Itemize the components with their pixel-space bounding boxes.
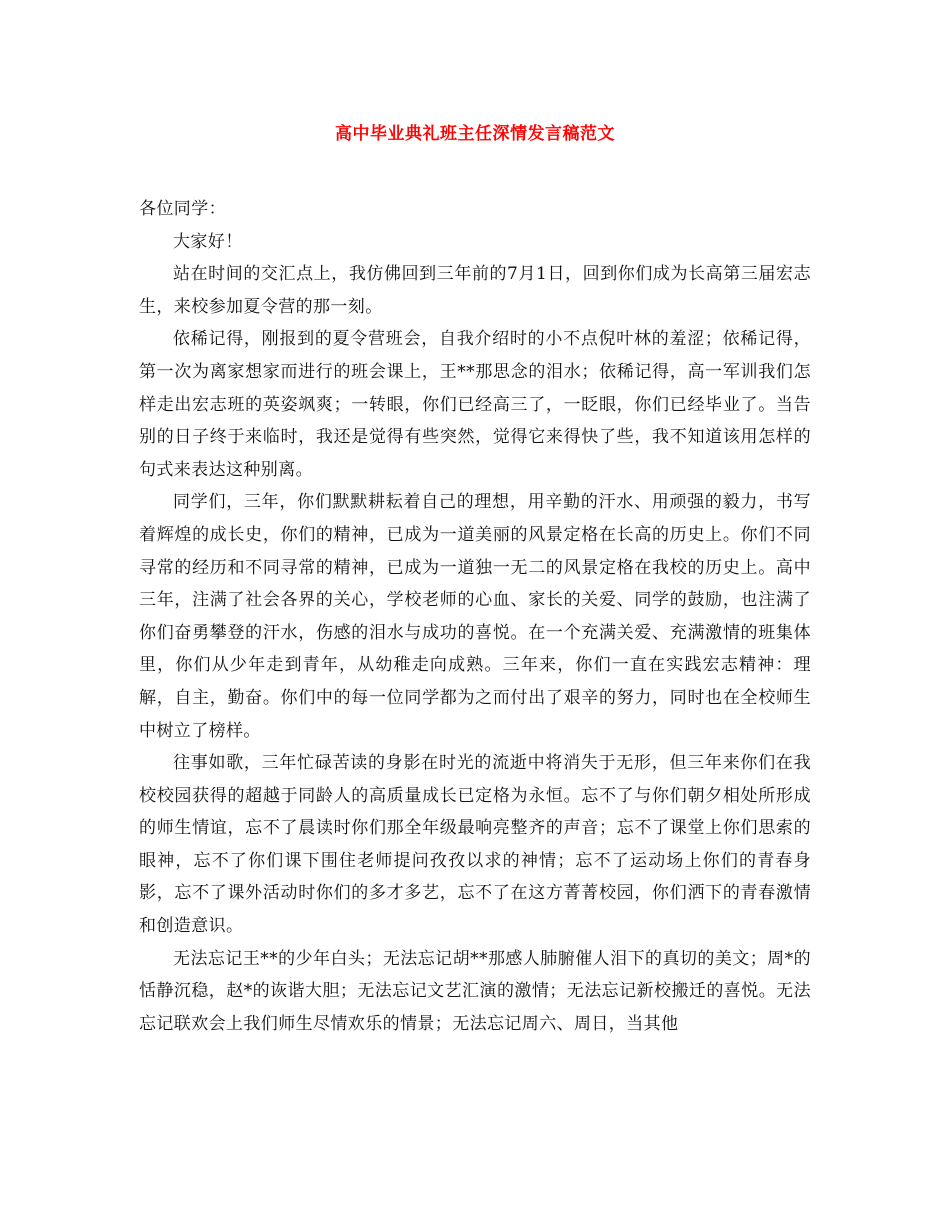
paragraph-2: 依稀记得，刚报到的夏令营班会，自我介绍时的小不点倪叶林的羞涩；依稀记得，第一次为离家想家而进行的班会课上，王**那思念的泪水；依稀记得，高一军训我们怎样走出宏志班的英姿飒爽；一转眼，你们已经高三了，一眨眼，你们已经毕业了。当告别的日子终于来临时，我还是觉得有些突然，觉得它来得快了些，我不知道该用怎样的句式来表达这种别离。 [139,329,811,480]
paragraph-3: 同学们，三年，你们默默耕耘着自己的理想，用辛勤的汗水、用顽强的毅力，书写着辉煌的成长史，你们的精神，已成为一道美丽的风景定格在长高的历史上。你们不同寻常的经历和不同寻常的精神，已成为一道独一无二的风景定格在我校的历史上。高中三年，注满了社会各界的关心，学校老师的心血、家长的关爱、同学的鼓励，也注满了你们奋勇攀登的汗水，伤感的泪水与成功的喜悦。在一个充满关爱、充满激情的班集体里，你们从少年走到青年，从幼稚走向成熟。三年来，你们一直在实践宏志精神：理解，自主，勤奋。你们中的每一位同学都为之而付出了艰辛的努力，同时也在全校师生中树立了榜样。 [139,492,811,741]
paragraph-1: 站在时间的交汇点上，我仿佛回到三年前的7月1日，回到你们成为长高第三届宏志生，来校参加夏令营的那一刻。 [139,264,811,317]
paragraph-greeting: 大家好！ [173,231,243,252]
document-body [139,193,811,1040]
document-title: 高中毕业典礼班主任深情发言稿范文 [335,124,615,144]
paragraph-5: 无法忘记王**的少年白头；无法忘记胡**那感人肺腑催人泪下的真切的美文；周*的恬静沉稳，赵*的诙谐大胆；无法忘记文艺汇演的激情；无法忘记新校搬迁的喜悦。无法忘记联欢会上我们师生尽情欢乐的情景；无法忘记周六、周日，当其他 [139,948,811,1034]
paragraph-4: 往事如歌，三年忙碌苦读的身影在时光的流逝中将消失于无形，但三年来你们在我校校园获得的超越于同龄人的高质量成长已定格为永恒。忘不了与你们朝夕相处所形成的师生情谊，忘不了晨读时你们那全年级最响亮整齐的声音；忘不了课堂上你们思索的眼神，忘不了你们课下围住老师提问孜孜以求的神情；忘不了运动场上你们的青春身影，忘不了课外活动时你们的多才多艺，忘不了在这方菁菁校园，你们洒下的青春激情和创造意识。 [139,753,811,937]
salutation: 各位同学： [139,199,226,219]
